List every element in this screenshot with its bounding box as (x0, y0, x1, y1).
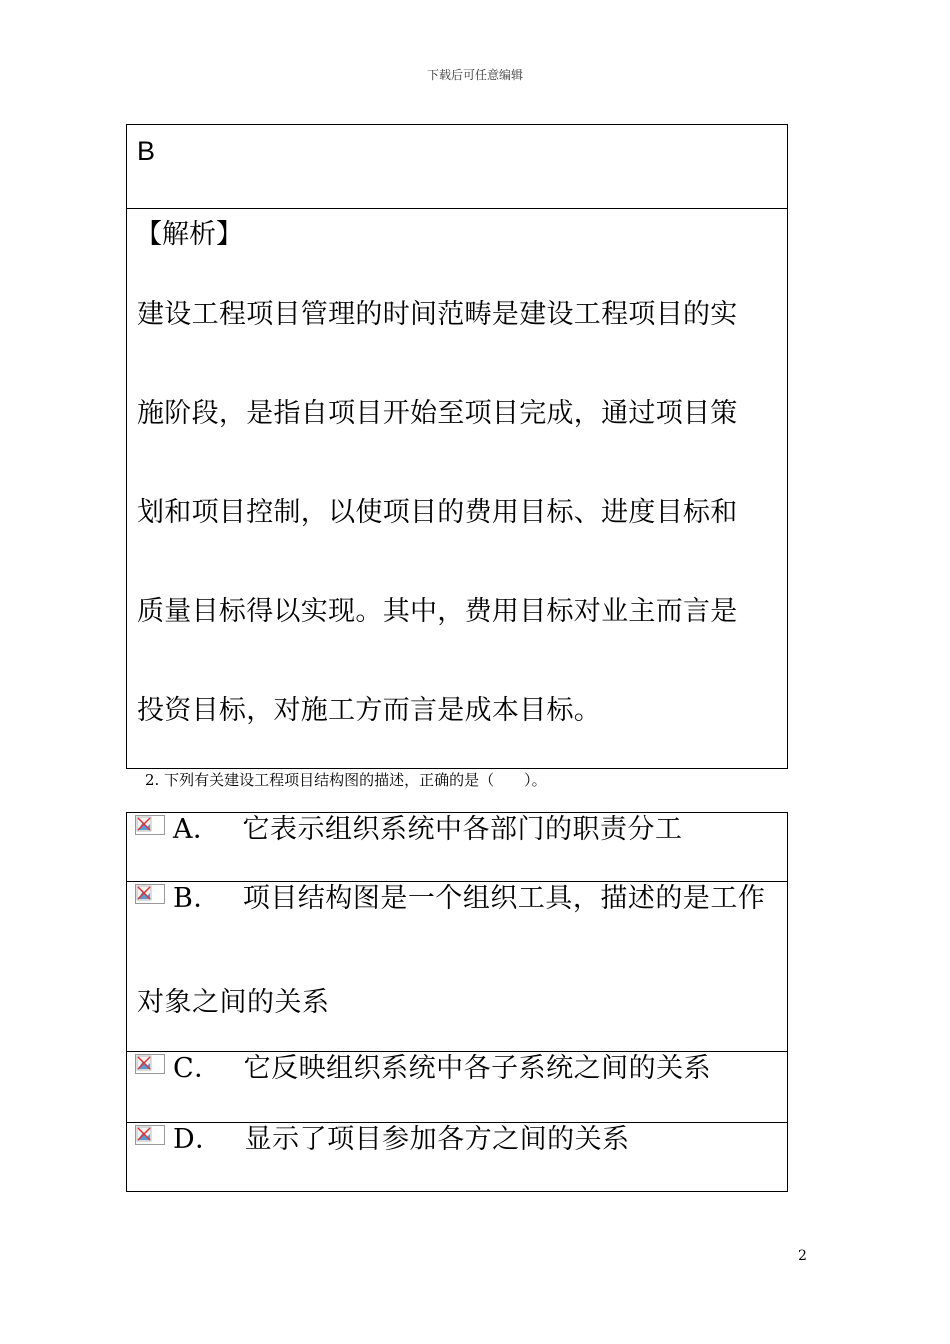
option-letter: B． (173, 883, 221, 914)
option-label: 项目结构图是一个组织工具，描述的是工作 (242, 883, 766, 914)
answer-letter: B (137, 136, 156, 166)
analysis-line: 划和项目控制，以使项目的费用目标、进度目标和 (137, 497, 738, 528)
analysis-cell (127, 209, 787, 768)
page-number: 2 (798, 1248, 807, 1264)
option-letter: A． (173, 814, 221, 845)
analysis-line: 建设工程项目管理的时间范畴是建设工程项目的实 (137, 299, 738, 330)
answer-table (126, 124, 788, 769)
analysis-line: 施阶段，是指自项目开始至项目完成，通过项目策 (137, 398, 738, 429)
option-letter: C． (173, 1053, 222, 1084)
analysis-line: 质量目标得以实现。其中，费用目标对业主而言是 (137, 596, 738, 627)
option-b-text (173, 882, 765, 916)
analysis-title: 【解析】 (135, 219, 243, 250)
question-stem: 2. 下列有关建设工程项目结构图的描述，正确的是（ ）。 (145, 771, 547, 789)
option-d[interactable] (127, 1123, 787, 1191)
option-c[interactable] (127, 1052, 787, 1123)
option-b[interactable] (127, 882, 787, 1052)
broken-image-icon (135, 1125, 165, 1145)
broken-image-icon (135, 1054, 165, 1074)
broken-image-icon (135, 884, 165, 904)
answer-cell (127, 125, 787, 209)
option-a[interactable] (127, 813, 787, 882)
option-d-text (173, 1123, 630, 1157)
option-c-text (173, 1052, 711, 1086)
option-a-text (173, 813, 683, 847)
options-table (126, 812, 788, 1192)
option-label: 它反映组织系统中各子系统之间的关系 (243, 1053, 712, 1084)
option-label: 显示了项目参加各方之间的关系 (244, 1124, 630, 1155)
analysis-line: 投资目标，对施工方而言是成本目标。 (137, 695, 602, 726)
broken-image-icon (135, 815, 165, 835)
option-letter: D． (173, 1124, 223, 1155)
option-b-continuation: 对象之间的关系 (137, 987, 330, 1018)
option-label: 它表示组织系统中各部门的职责分工 (242, 814, 683, 845)
page-header-note: 下载后可任意编辑 (426, 68, 523, 82)
